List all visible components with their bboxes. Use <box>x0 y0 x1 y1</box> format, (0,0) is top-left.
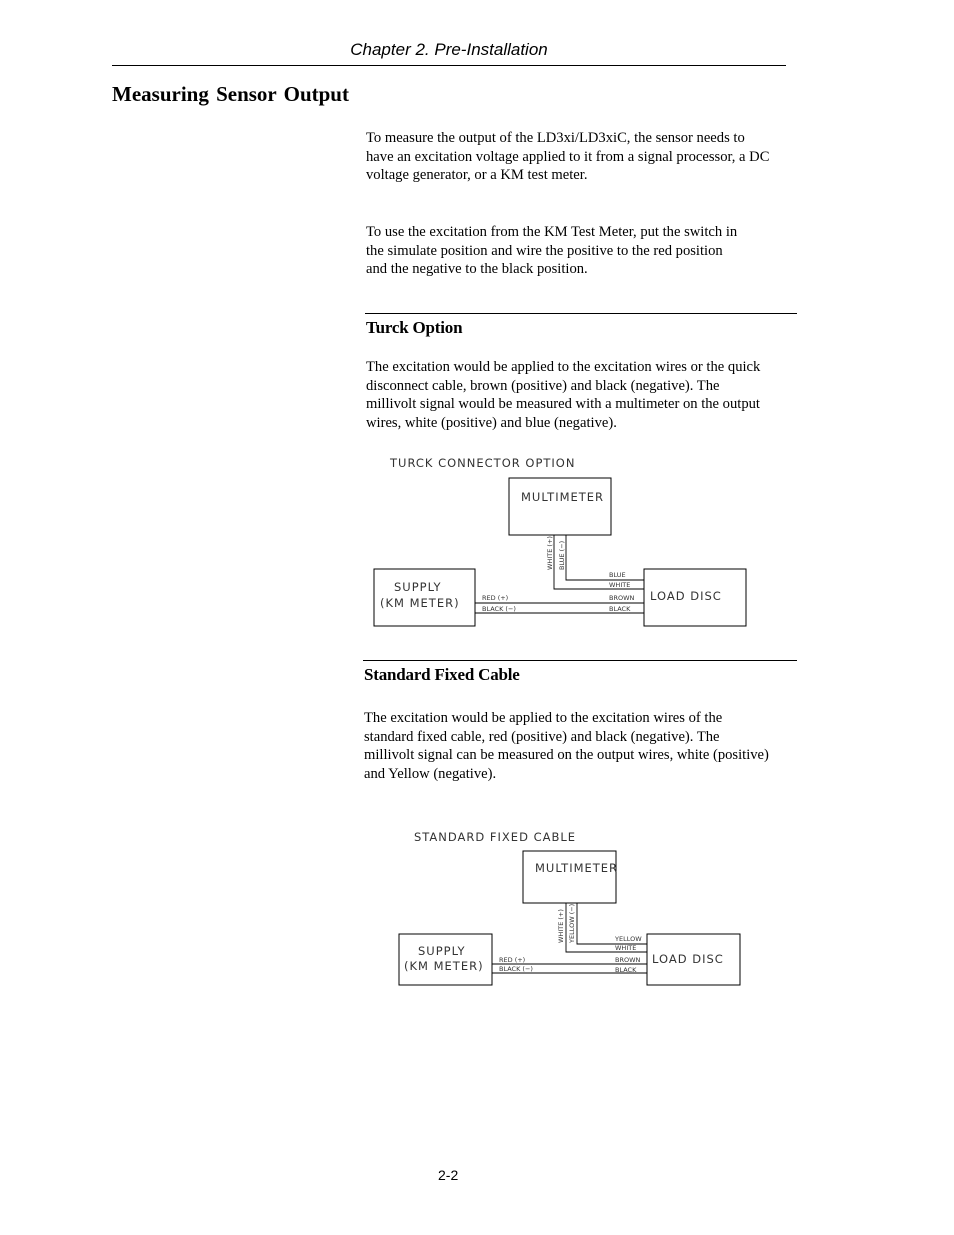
turck-heading: Turck Option <box>366 318 463 337</box>
diagram-caption: STANDARD FIXED CABLE <box>414 830 577 844</box>
wire-label-right-4: BLACK <box>615 966 637 974</box>
standard-paragraph: The excitation would be applied to the excitation wires of the standard fixed cable, red (positive) and black (negative). The millivolt signal can be measured on the output wires, white (positive) and Yellow (negative). <box>364 710 769 782</box>
load-disc-label: LOAD DISC <box>650 589 722 603</box>
wire-label-vertical-neg: BLUE (−) <box>558 540 566 570</box>
wire-label-left-red: RED (+) <box>499 956 526 964</box>
page-number: 2-2 <box>438 1167 459 1183</box>
wire-label-right-3: BROWN <box>615 956 641 964</box>
page-title: Measuring Sensor Output <box>112 82 349 106</box>
wire-label-left-black: BLACK (−) <box>499 965 533 973</box>
wire-label-vertical-pos: WHITE (+) <box>557 909 565 943</box>
supply-label-line1: SUPPLY <box>394 580 442 594</box>
turck-paragraph: The excitation would be applied to the excitation wires or the quick disconnect cable, brown (positive) and black (negative). The millivolt signal would be measured with a multimeter on the output wires, white (positive) and blue (negative). <box>366 359 761 431</box>
wire-label-right-1: YELLOW <box>615 935 642 943</box>
intro-paragraph-1: To measure the output of the LD3xi/LD3xiC, the sensor needs to have an excitation voltage applied to it from a signal processor, a DC voltage generator, or a KM test meter. <box>366 130 770 184</box>
multimeter-box <box>523 851 619 903</box>
diagram-caption: TURCK CONNECTOR OPTION <box>390 456 576 470</box>
multimeter-label: MULTIMETER <box>535 861 619 875</box>
wire-label-right-4: BLACK <box>609 605 631 613</box>
wire-label-vertical-pos: WHITE (+) <box>546 536 554 570</box>
chapter-header: Chapter 2. Pre-Installation <box>350 40 548 59</box>
standard-heading: Standard Fixed Cable <box>364 665 520 684</box>
intro-paragraph-2: To use the excitation from the KM Test Meter, put the switch in the simulate position and wire the positive to the red position and the negative to the black position. <box>366 224 738 278</box>
supply-label-line2: (KM METER) <box>404 959 484 973</box>
wire-label-left-black: BLACK (−) <box>482 605 516 613</box>
wire-label-right-3: BROWN <box>609 594 635 602</box>
supply-label-line1: SUPPLY <box>418 944 466 958</box>
multimeter-label: MULTIMETER <box>521 490 605 504</box>
wire-label-vertical-neg: YELLOW (−) <box>568 903 576 943</box>
wire-label-right-2: WHITE <box>609 581 631 589</box>
load-disc-label: LOAD DISC <box>652 952 724 966</box>
wire-label-left-red: RED (+) <box>482 594 509 602</box>
wire-label-right-1: BLUE <box>609 571 626 579</box>
supply-label-line2: (KM METER) <box>380 596 460 610</box>
wire-label-right-2: WHITE <box>615 944 637 952</box>
